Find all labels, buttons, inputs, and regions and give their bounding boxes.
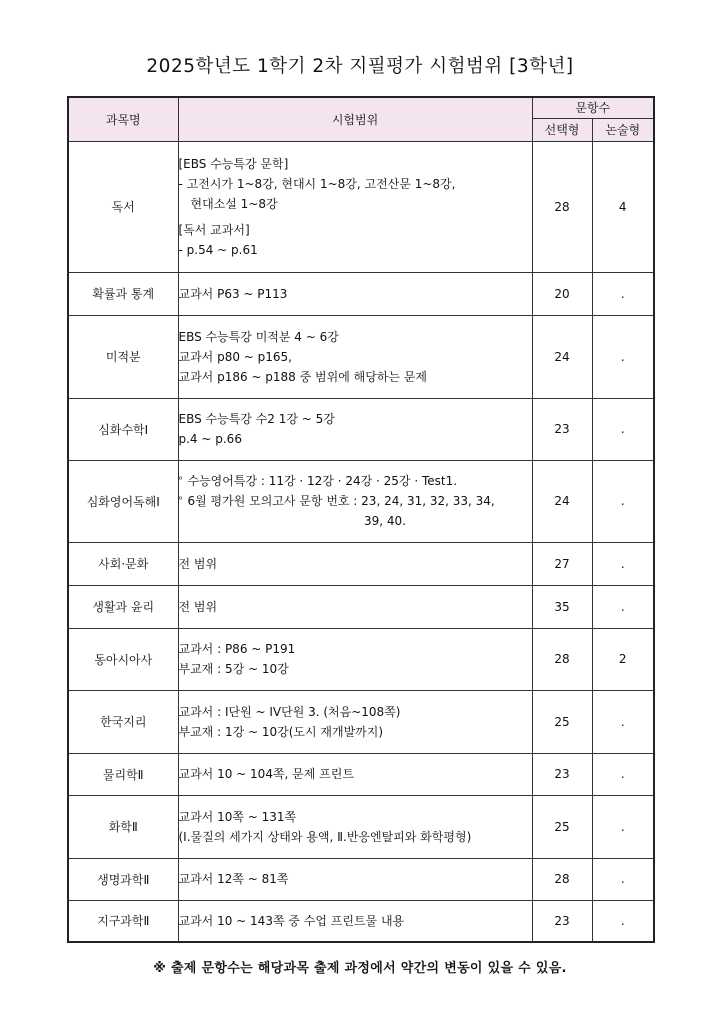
- range-bullet-item: [179, 491, 532, 511]
- essay-count: .: [592, 315, 654, 398]
- selective-count: 28: [532, 141, 592, 272]
- table-row: [68, 315, 654, 398]
- range-line: - p.54 ~ p.61: [178, 242, 258, 257]
- essay-count: .: [592, 272, 654, 315]
- range-cell: [178, 585, 532, 628]
- table-row: [68, 141, 654, 272]
- essay-count: .: [592, 753, 654, 795]
- essay-count: 2: [592, 628, 654, 690]
- selective-count: 23: [532, 398, 592, 460]
- subject-cell: 동아시아사: [68, 628, 178, 690]
- header-subject: 과목명: [68, 97, 178, 141]
- table-row: [68, 858, 654, 900]
- table-row: [68, 753, 654, 795]
- subject-cell: 지구과학Ⅱ: [68, 900, 178, 942]
- range-line: 부교재 : 5강 ~ 10강: [178, 662, 289, 676]
- exam-range-table: [67, 96, 655, 943]
- essay-count: .: [592, 542, 654, 585]
- range-line: [EBS 수능특강 문학]: [178, 156, 289, 171]
- essay-count: .: [592, 398, 654, 460]
- essay-count: 4: [592, 141, 654, 272]
- subject-cell: 생명과학Ⅱ: [68, 858, 178, 900]
- range-line: EBS 수능특강 수2 1강 ~ 5강: [178, 412, 335, 426]
- selective-count: 25: [532, 795, 592, 858]
- table-row: [68, 900, 654, 942]
- range-cell: [178, 753, 532, 795]
- table-row: [68, 690, 654, 753]
- essay-count: .: [592, 795, 654, 858]
- header-question-count: 문항수: [532, 97, 654, 118]
- bullet-mark: ᵒ: [178, 475, 183, 486]
- range-cell: [178, 900, 532, 942]
- range-cell: [178, 542, 532, 585]
- header-essay: 논술형: [592, 118, 654, 141]
- table-row: [68, 272, 654, 315]
- range-line: 현대소설 1~8강: [190, 196, 278, 211]
- range-line: - 고전시가 1~8강, 현대시 1~8강, 고전산문 1~8강,: [178, 176, 456, 191]
- subject-cell: 물리학Ⅱ: [68, 753, 178, 795]
- range-line: 교과서 p80 ~ p165,: [178, 349, 292, 364]
- bullet-mark: ᵒ: [178, 495, 183, 506]
- subject-cell: 미적분: [68, 315, 178, 398]
- range-line: 교과서 10 ~ 104쪽, 문제 프린트: [178, 767, 354, 781]
- subject-cell: 확률과 통계: [68, 272, 178, 315]
- subject-cell: 심화수학Ⅰ: [68, 398, 178, 460]
- table-row: [68, 628, 654, 690]
- table-row: [68, 398, 654, 460]
- range-cell: [178, 460, 532, 542]
- range-line: 전 범위: [178, 599, 218, 614]
- range-line: 전 범위: [178, 556, 218, 571]
- table-row: [68, 542, 654, 585]
- selective-count: 28: [532, 858, 592, 900]
- range-line: 교과서 : P86 ~ P191: [178, 642, 296, 656]
- essay-count: .: [592, 585, 654, 628]
- subject-cell: 생활과 윤리: [68, 585, 178, 628]
- subject-cell: 한국지리: [68, 690, 178, 753]
- range-line: 부교재 : 1강 ~ 10강(도시 재개발까지): [178, 724, 384, 739]
- range-line: 6월 평가원 모의고사 문항 번호 : 23, 24, 31, 32, 33, 34,: [187, 494, 495, 508]
- subject-cell: 심화영어독해Ⅰ: [68, 460, 178, 542]
- range-line: EBS 수능특강 미적분 4 ~ 6강: [178, 329, 339, 344]
- range-line: (Ⅰ.물질의 세가지 상태와 용액, Ⅱ.반응엔탈피와 화학평형): [178, 829, 472, 844]
- range-cell: [178, 628, 532, 690]
- range-cell: [178, 858, 532, 900]
- range-line: 수능영어특강 : 11강 · 12강 · 24강 · 25강 · Test1.: [187, 474, 458, 488]
- range-line: 교과서 10쪽 ~ 131쪽: [178, 809, 297, 824]
- range-cell: [178, 315, 532, 398]
- page-title: 2025학년도 1학기 2차 지필평가 시험범위 [3학년]: [146, 56, 574, 77]
- header-selective: 선택형: [532, 118, 592, 141]
- range-line: 39, 40.: [364, 514, 406, 528]
- range-bullet-item: [179, 471, 532, 491]
- range-line: 교과서 p186 ~ p188 중 범위에 해당하는 문제: [178, 369, 427, 384]
- selective-count: 20: [532, 272, 592, 315]
- table-row: [68, 460, 654, 542]
- subject-cell: 화학Ⅱ: [68, 795, 178, 858]
- table-row: [68, 585, 654, 628]
- essay-count: .: [592, 900, 654, 942]
- range-line: [독서 교과서]: [178, 222, 250, 237]
- selective-count: 24: [532, 315, 592, 398]
- subject-cell: 사회·문화: [68, 542, 178, 585]
- range-cell: [178, 690, 532, 753]
- range-line: p.4 ~ p.66: [178, 432, 242, 446]
- range-line: 교과서 P63 ~ P113: [178, 286, 288, 301]
- essay-count: .: [592, 460, 654, 542]
- table-row: [68, 795, 654, 858]
- range-line: 교과서 12쪽 ~ 81쪽: [178, 872, 289, 886]
- selective-count: 23: [532, 753, 592, 795]
- footnote: ※ 출제 문항수는 해당과목 출제 과정에서 약간의 변동이 있을 수 있음.: [153, 961, 567, 976]
- range-line: 교과서 : I단원 ~ IV단원 3. (처음~108쪽): [178, 704, 401, 719]
- range-cell: [178, 398, 532, 460]
- selective-count: 25: [532, 690, 592, 753]
- selective-count: 35: [532, 585, 592, 628]
- essay-count: .: [592, 690, 654, 753]
- selective-count: 24: [532, 460, 592, 542]
- selective-count: 23: [532, 900, 592, 942]
- range-line: 교과서 10 ~ 143쪽 중 수업 프린트물 내용: [178, 913, 405, 928]
- range-cell: [178, 141, 532, 272]
- subject-cell: 독서: [68, 141, 178, 272]
- range-cell: [178, 795, 532, 858]
- selective-count: 28: [532, 628, 592, 690]
- selective-count: 27: [532, 542, 592, 585]
- header-range: 시험범위: [178, 97, 532, 141]
- range-cell: [178, 272, 532, 315]
- essay-count: .: [592, 858, 654, 900]
